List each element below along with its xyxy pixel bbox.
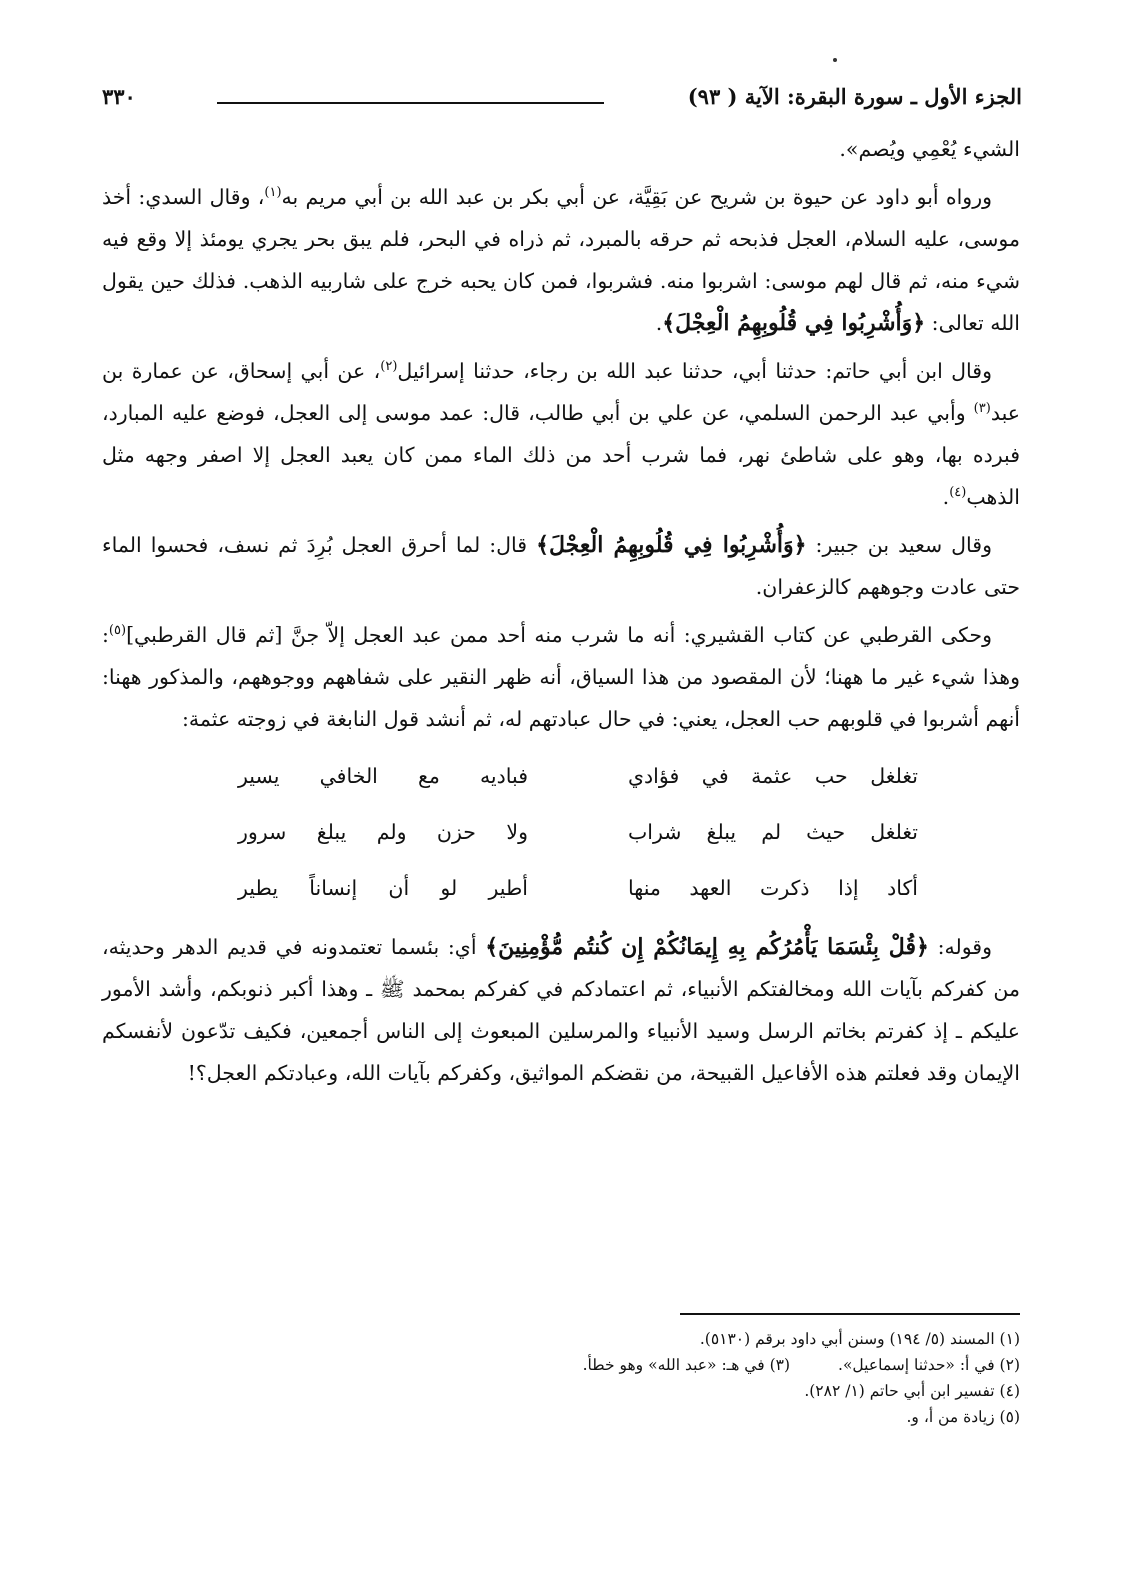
paragraph-text: أي: بئسما تعتمدونه في قديم الدهر وحديثه، من كفركم بآيات الله ومخالفتكم الأنبياء، ثم اعتمادكم في كفركم بمحمد ﷺ ـ وهذا أكبر ذنوبكم، وأشد الأمور عليكم ـ إذ كفرتم بخاتم الرسل وسيد الأنبياء والمرسلين المبعوث إلى الناس أجمعين، فكيف تدّعون لأنفسكم الإيمان وقد فعلتم هذه الأفاعيل القبيحة، من نقضكم المواثيق، وكفركم بآيات الله، وعبادتكم العجل؟! — [102, 935, 1020, 1085]
poem — [102, 748, 1020, 916]
paragraph — [102, 128, 1020, 170]
poem-hemistich-first: أكاد إذا ذكرت العهد منها — [628, 876, 918, 900]
footnote-ref: (٢) — [380, 359, 398, 375]
main-text — [102, 128, 1020, 1100]
poem-hemistich-second: فباديه مع الخافي يسير — [238, 764, 528, 788]
paragraph — [102, 524, 1020, 608]
paragraph-text: وقال ابن أبي حاتم: حدثنا أبي، حدثنا عبد الله بن رجاء، حدثنا إسرائيل — [397, 359, 992, 383]
paragraph-text: . — [655, 311, 663, 335]
footnote-rule — [680, 1313, 1020, 1315]
poem-hemistich-second: ولا حزن ولم يبلغ سرور — [238, 820, 528, 844]
quran-quote: ﴿وَأُشْرِبُوا فِي قُلُوبِهِمُ الْعِجْلَ﴾ — [536, 532, 807, 558]
footnote: (٣) في هـ: «عبد الله» وهو خطأ. — [582, 1356, 791, 1374]
footnote-ref: (٣) — [973, 401, 991, 417]
paragraph-text: . — [942, 485, 950, 509]
footnote: (١) المسند (٥/ ١٩٤) وسنن أبي داود برقم (٥١٣٠). — [699, 1330, 1020, 1348]
poem-verse — [238, 860, 918, 916]
footnote-ref: (٥) — [108, 623, 127, 639]
scan-speck — [833, 58, 837, 62]
paragraph — [102, 926, 1020, 1094]
paragraph-text: ، وقال السدي: أخذ موسى، عليه السلام، العجل فذبحه ثم حرقه بالمبرد، ثم ذراه في البحر، فلم يبق بحر يجري يومئذ إلا وقع فيه شيء منه، ثم قال لهم موسى: اشربوا منه. فشربوا، فمن كان يحبه خرج على شاربيه الذهب. فذلك حين يقول الله تعالى: — [102, 185, 1020, 335]
paragraph-text: وأبي عبد الرحمن السلمي، عن علي بن أبي طالب، قال: عمد موسى إلى العجل، فوضع عليه المبارد، فبرده بها، وهو على شاطئ نهر، فما شرب أحد من ذلك الماء ممن كان يعبد العجل إلا اصفر وجهه مثل الذهب — [102, 401, 1020, 509]
paragraph-text: : وهذا شيء غير ما ههنا؛ لأن المقصود من هذا السياق، أنه ظهر النقير على شفاههم ووجوههم، والمذكور ههنا: أنهم أشربوا في قلوبهم حب العجل، يعني: في حال عبادتهم له، ثم أنشد قول النابغة في زوجته عثمة: — [102, 623, 1020, 731]
poem-verse — [238, 748, 918, 804]
paragraph-text: وقال سعيد بن جبير: — [806, 533, 993, 557]
paragraph-text: ورواه أبو داود عن حيوة بن شريح عن بَقِيَّة، عن أبي بكر بن عبد الله بن أبي مريم به — [281, 185, 993, 209]
footnotes — [102, 1326, 1020, 1430]
paragraph-text: الشيء يُعْمِي ويُصم». — [839, 137, 1020, 161]
poem-hemistich-first: تغلغل حب عثمة في فؤادي — [628, 764, 918, 788]
footnote-ref: (٤) — [949, 485, 967, 501]
poem-hemistich-first: تغلغل حيث لم يبلغ شراب — [628, 820, 918, 844]
running-header — [102, 84, 1022, 120]
footnote: (٥) زيادة من أ، و. — [906, 1408, 1020, 1426]
paragraph-text: وحكى القرطبي عن كتاب القشيري: أنه ما شرب منه أحد ممن عبد العجل إلاّ جنَّ [ثم قال القرطبي] — [126, 623, 992, 647]
paragraph-text: وقوله: — [928, 935, 993, 959]
paragraph — [102, 176, 1020, 344]
poem-verse — [238, 804, 918, 860]
paragraph — [102, 614, 1020, 740]
quran-quote: ﴿وَأُشْرِبُوا فِي قُلُوبِهِمُ الْعِجْلَ﴾ — [662, 310, 926, 336]
header-rule — [217, 102, 604, 104]
poem-hemistich-second: أطير لو أن إنساناً يطير — [238, 876, 528, 900]
paragraph-text: قال: لما أحرق العجل بُرِدَ ثم نسف، فحسوا الماء حتى عادت وجوههم كالزعفران. — [102, 533, 1020, 599]
quran-quote: ﴿قُلْ بِئْسَمَا يَأْمُرُكُم بِهِ إِيمَانُكُمْ إِن كُنتُم مُّؤْمِنِينَ﴾ — [485, 934, 929, 960]
header-title: الجزء الأول ـ سورة البقرة: الآية ( ٩٣) — [687, 84, 1022, 109]
footnote-row — [102, 1352, 1020, 1378]
footnote: (٢) في أ: «حدثنا إسماعيل». — [838, 1356, 1020, 1374]
paragraph — [102, 350, 1020, 518]
page-number: ٣٣٠ — [102, 84, 136, 109]
paragraph-text: ، عن أبي إسحاق، عن عمارة بن عبد — [102, 359, 1020, 425]
footnote-ref: (١) — [264, 185, 282, 201]
footnote: (٤) تفسير ابن أبي حاتم (١/ ٢٨٢). — [804, 1382, 1020, 1400]
